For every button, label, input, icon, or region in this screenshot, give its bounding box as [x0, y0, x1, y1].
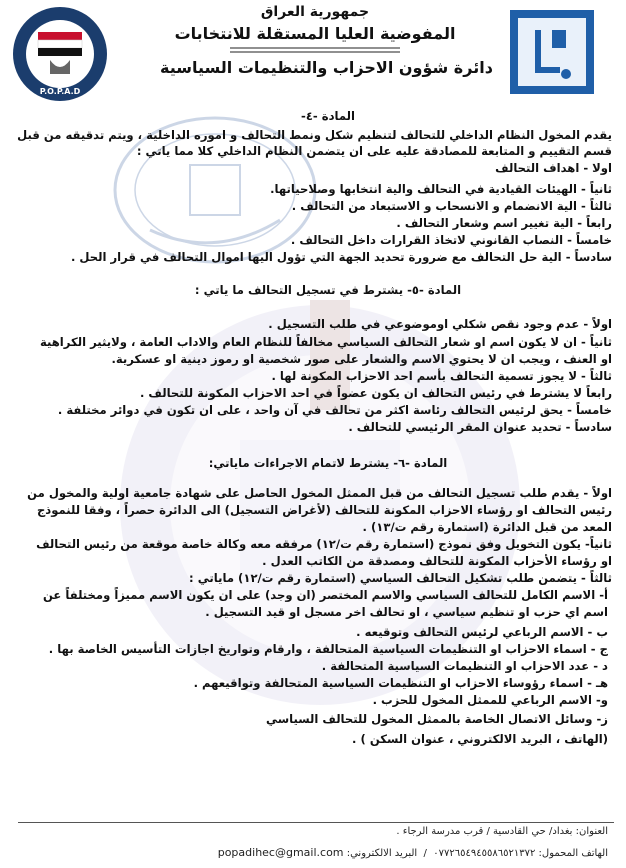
article-4-line: رابعاً - الية تغيير اسم وشعار التحالف . [396, 216, 612, 230]
article-6-line: المعد من قبل الدائرة (استمارة رقم ت/١٣) . [362, 520, 612, 534]
address-value: بغداد/ حي القادسية / قرب مدرسة الرجاء . [396, 826, 573, 837]
article-6-item: ج - اسماء الاحزاب او التنظيمات السياسية المتحالفة ، وارقام وتواريخ اجازات التأسيس الخاصة بها . [48, 642, 608, 656]
commission-logo-icon [508, 8, 596, 96]
letterhead [0, 0, 626, 100]
article-4-line: ثالثاً - الية الانضمام و الانسحاب و الاستبعاد من التحالف . [291, 199, 612, 213]
article-5-line: ثالثاً - لا يجوز تسمية التحالف بأسم احد الاحزاب المكونة لها . [271, 369, 612, 383]
article-6-item: د - عدد الاحزاب او التنظيمات السياسية المتحالفة . [321, 659, 608, 673]
article-4-line: اولا - اهداف التحالف [495, 161, 612, 175]
article-6-item: و- الاسم الرباعي للممثل المخول للحزب . [372, 693, 608, 707]
phone-label: الهاتف المحمول [541, 848, 608, 859]
footer-divider [18, 822, 614, 823]
article-5-title: المادة -٥- يشترط في تسجيل التحالف ما ياتي : [194, 283, 462, 297]
directorate-seal-icon [10, 4, 110, 104]
article-6-line: رئيس التحالف او رؤساء الاحزاب المكونة للتحالف (لأغراض التسجيل) الى الدائرة حصراً ، وفقا للنموذج [36, 503, 612, 517]
article-6-title: المادة -٦- يشترط لاتمام الاجراءات ماياتي: [208, 456, 448, 470]
article-4-line: قسم التقييم و المتابعة للمصادقة عليه على ان يتضمن النظام الداخلي كلا مما ياتي : [136, 144, 612, 158]
republic-title: جمهورية العراق [260, 4, 370, 20]
article-6-line: ثانياً- يكون التخويل وفق نموذج (استمارة رقم ت/١٢) مرفقه معه وكالة خاصة موقعة من رئيس التحالف [36, 537, 612, 551]
header-divider [230, 46, 400, 54]
seal-text: P.O.P.A.D [39, 87, 81, 96]
directorate-title: دائرة شؤون الاحزاب والتنظيمات السياسية [160, 58, 493, 77]
article-6-item: هـ - اسماء رؤوساء الاحزاب او التنظيمات السياسية المتحالفة وتواقيعهم . [193, 676, 608, 690]
footer-contact: الهاتف المحمول: ٠٧٧٢٦٥٤٩٤٥٥٨٦٥٢١٣٧٢ / البريد الالكتروني: popadihec@gmail.com [217, 846, 608, 859]
article-6-item: أ- الاسم الكامل للتحالف السياسي والاسم المختصر (ان وجد) على ان يكون الاسم مميزاً ومختلفاً عن [42, 588, 608, 602]
article-4-title: المادة -٤- [301, 109, 355, 123]
article-4-line: ثانياً - الهيئات القيادية في التحالف والية انتخابها وصلاحياتها. [270, 182, 612, 196]
article-6-item: ز- وسائل الاتصال الخاصة بالممثل المخول للتحالف السياسي [266, 712, 608, 726]
article-5-line: اولاً - عدم وجود نقص شكلي اوموضوعي في طلب التسجيل . [268, 317, 612, 331]
article-4-line: يقدم المخول النظام الداخلي للتحالف لتنظيم شكل ونمط التحالف و اموره الداخلية ، ويتم تدقيقه من قبل [17, 128, 612, 142]
commission-title: المفوضية العليا المستقلة للانتخابات [174, 24, 456, 43]
footer-address: العنوان: بغداد/ حي القادسية / قرب مدرسة الرجاء . [396, 826, 608, 837]
article-6-line: ثالثاً - يتضمن طلب تشكيل التحالف السياسي (استمارة رقم ت/١٢) ماياتي : [189, 571, 612, 585]
article-5-line: سادساً - تحديد عنوان المقر الرئيسي للتحالف . [348, 420, 612, 434]
article-5-line: خامساً - يحق لرئيس التحالف رئاسة اكثر من تحالف في آن واحد ، على ان تكون في دوائر مختلفة . [57, 403, 612, 417]
article-6-line: او رؤساء الأحزاب المكونة للتحالف ومصدقة من الكاتب العدل . [262, 554, 612, 568]
article-5-line: او العنف ، ويجب ان لا يحتوي الاسم والشعار على صور شخصية او رموز دينية او عسكرية. [111, 352, 612, 366]
email-label: البريد الالكتروني [350, 848, 418, 859]
address-label: العنوان [579, 826, 608, 837]
article-6-item: (الهاتف ، البريد الالكتروني ، عنوان السكن ) . [352, 732, 608, 746]
email-link[interactable]: popadihec@gmail.com [217, 846, 344, 859]
phone-value: ٠٧٧٢٦٥٤٩٤٥٥٨٦٥٢١٣٧٢ [433, 848, 536, 859]
article-6-item: اسم اي حزب او تنظيم سياسي ، او تحالف اخر مسجل او قيد التسجيل . [205, 605, 608, 619]
article-5-line: ثانياً - ان لا يكون اسم او شعار التحالف السياسي مخالفاً للنظام العام والاداب العامة ، ولايثير الكراهية [39, 335, 612, 349]
article-4-line: سادساً - الية حل التحالف مع ضرورة تحديد الجهة التي تؤول اليها اموال التحالف في قرار الحل . [70, 250, 612, 264]
article-6-line: اولاً - يقدم طلب تسجيل التحالف من قبل الممثل المخول الحاصل على شهادة جامعية اولية والمخول من [27, 486, 612, 500]
article-5-line: رابعاً لا يشترط في رئيس التحالف ان يكون عضواً في احد الاحزاب المكونة للتحالف . [139, 386, 612, 400]
article-4-line: خامساً - النصاب القانوني لاتخاذ القرارات داخل التحالف . [290, 233, 612, 247]
article-6-item: ب - الاسم الرباعي لرئيس التحالف وتوقيعه . [356, 625, 608, 639]
